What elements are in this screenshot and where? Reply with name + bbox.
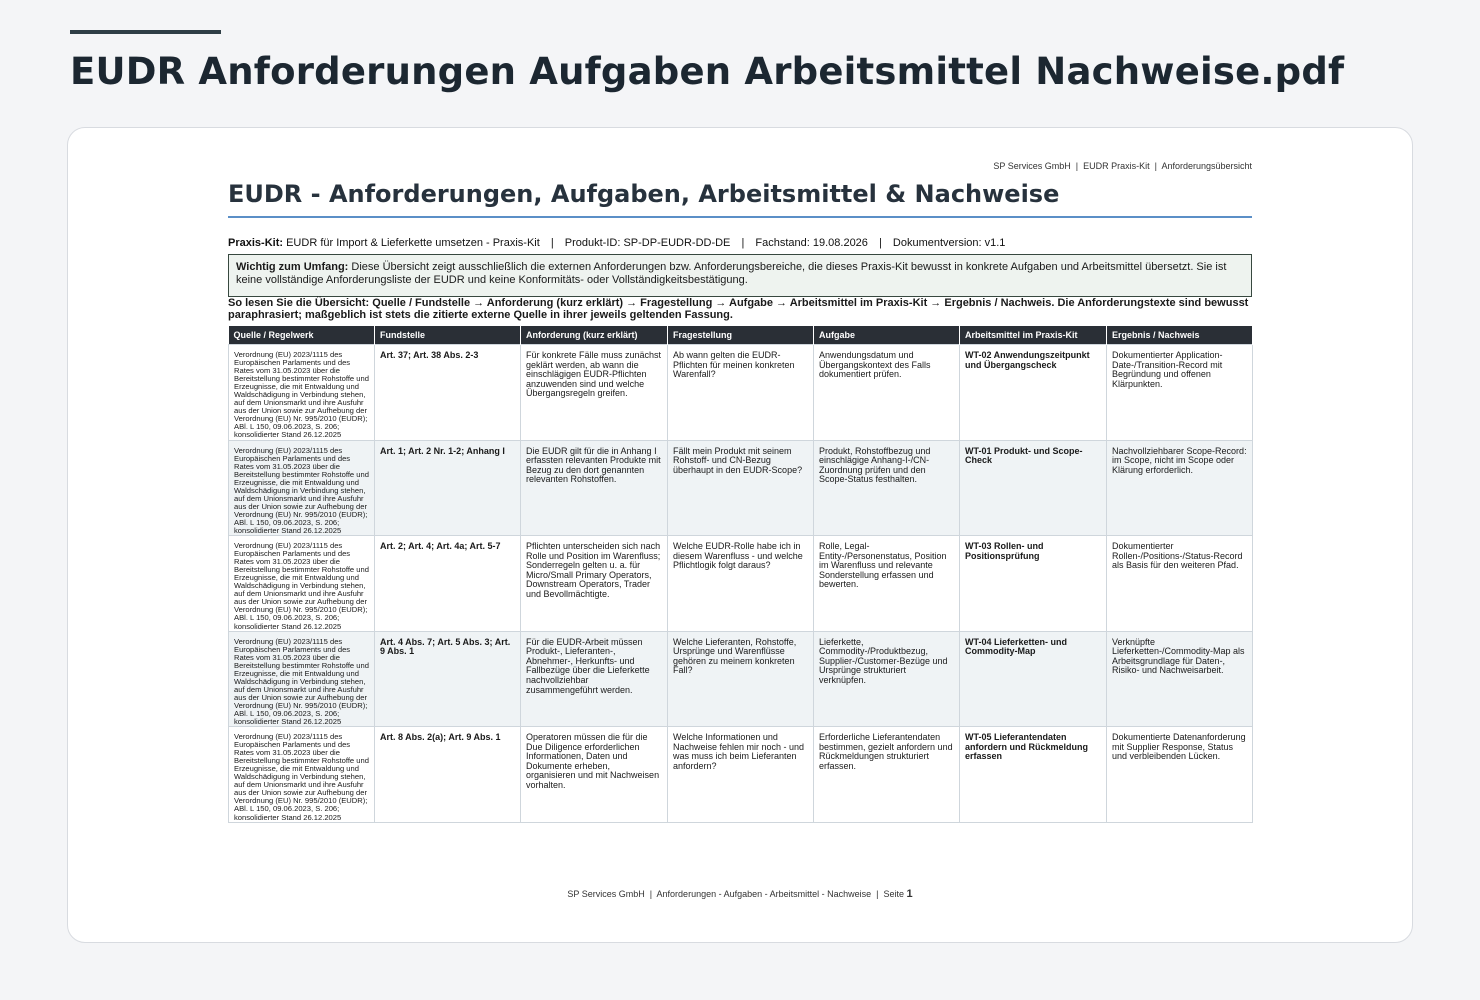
cell-tool: WT-05 Lieferantendaten anfordern und Rückmeldung erfassen: [960, 727, 1107, 823]
cell-source: Verordnung (EU) 2023/1115 des Europäischen Parlaments und des Rates vom 31.05.2023 über die Bereitstellung bestimmter Rohstoffe und Erzeugnisse, die mit Entwaldung und Waldschädigung in Verbindung stehen, auf dem Unionsmarkt und ihre Ausfuhr aus der Union sowie zur Aufhebung der Verordnung (EU) Nr. 995/2010 (EUDR); ABl. L 150, 09.06.2023, S. 206; konsolidierter Stand 26.12.2025: [229, 345, 375, 441]
cell-reference: Art. 37; Art. 38 Abs. 2-3: [375, 345, 521, 441]
cell-question: Welche EUDR-Rolle habe ich in diesem Warenfluss - und welche Pflichtlogik folgt daraus?: [668, 536, 814, 632]
table-row: [229, 536, 1253, 632]
cell-source: Verordnung (EU) 2023/1115 des Europäischen Parlaments und des Rates vom 31.05.2023 über die Bereitstellung bestimmter Rohstoffe und Erzeugnisse, die mit Entwaldung und Waldschädigung in Verbindung stehen, auf dem Unionsmarkt und ihre Ausfuhr aus der Union sowie zur Aufhebung der Verordnung (EU) Nr. 995/2010 (EUDR); ABl. L 150, 09.06.2023, S. 206; konsolidierter Stand 26.12.2025: [229, 727, 375, 823]
cell-requirement: Pflichten unterscheiden sich nach Rolle und Position im Warenfluss; Sonderregeln gelten u. a. für Micro/Small Primary Operators, Downstream Operators, Trader und Bevollmächtigte.: [521, 536, 668, 632]
cell-result: Dokumentierter Application-Date-/Transition-Record mit Begründung und offenen Klärpunkten.: [1107, 345, 1253, 441]
title-accent-rule: [70, 30, 221, 34]
column-header: Arbeitsmittel im Praxis-Kit: [960, 326, 1107, 345]
column-header: Ergebnis / Nachweis: [1107, 326, 1253, 345]
meta-separator: |: [741, 237, 745, 249]
cell-question: Fällt mein Produkt mit seinem Rohstoff- und CN-Bezug überhaupt in den EUDR-Scope?: [668, 440, 814, 536]
cell-reference: Art. 4 Abs. 7; Art. 5 Abs. 3; Art. 9 Abs. 1: [375, 631, 521, 727]
reading-guide: So lesen Sie die Übersicht: Quelle / Fundstelle → Anforderung (kurz erklärt) → Fragestellung → Aufgabe → Arbeitsmittel im Praxis-Kit → Ergebnis / Nachweis. Die Anforderungstexte sind bewusst paraphrasiert; maßgeblich ist stets die zitierte externe Quelle in ihrer jeweils geltenden Fassung.: [228, 297, 1249, 321]
cell-question: Welche Lieferanten, Rohstoffe, Ursprünge und Warenflüsse gehören zu meinem konkreten Fall?: [668, 631, 814, 727]
cell-tool: WT-02 Anwendungszeitpunkt und Übergangscheck: [960, 345, 1107, 441]
cell-requirement: Operatoren müssen die für die Due Diligence erforderlichen Informationen, Daten und Dokumente erheben, organisieren und mit Nachweisen vorhalten.: [521, 727, 668, 823]
column-header: Anforderung (kurz erklärt): [521, 326, 668, 345]
meta-separator: |: [878, 237, 882, 249]
fachstand: Fachstand: 19.08.2026: [755, 237, 868, 249]
requirements-table: [228, 326, 1253, 823]
cell-source: Verordnung (EU) 2023/1115 des Europäischen Parlaments und des Rates vom 31.05.2023 über die Bereitstellung bestimmter Rohstoffe und Erzeugnisse, die mit Entwaldung und Waldschädigung in Verbindung stehen, auf dem Unionsmarkt und ihre Ausfuhr aus der Union sowie zur Aufhebung der Verordnung (EU) Nr. 995/2010 (EUDR); ABl. L 150, 09.06.2023, S. 206; konsolidierter Stand 26.12.2025: [229, 631, 375, 727]
meta-line: [228, 237, 1005, 249]
table-row: [229, 727, 1253, 823]
cell-question: Ab wann gelten die EUDR-Pflichten für meinen konkreten Warenfall?: [668, 345, 814, 441]
footer-text: SP Services GmbH | Anforderungen - Aufgaben - Arbeitsmittel - Nachweise | Seite: [567, 889, 905, 899]
notice-label: Wichtig zum Umfang:: [236, 261, 349, 273]
cell-requirement: Die EUDR gilt für die in Anhang I erfassten relevanten Produkte mit Bezug zu den dort genannten relevanten Rohstoffen.: [521, 440, 668, 536]
document-version: Dokumentversion: v1.1: [892, 237, 1006, 249]
cell-result: Verknüpfte Lieferketten-/Commodity-Map als Arbeitsgrundlage für Daten-, Risiko- und Nachweisarbeit.: [1107, 631, 1253, 727]
scope-notice: [228, 254, 1252, 297]
meta-separator: |: [550, 237, 554, 249]
cell-task: Anwendungsdatum und Übergangskontext des Falls dokumentiert prüfen.: [814, 345, 960, 441]
column-header: Fragestellung: [668, 326, 814, 345]
notice-text: Diese Übersicht zeigt ausschließlich die externen Anforderungen bzw. Anforderungsbereiche, die dieses Praxis-Kit bewusst in konkrete Aufgaben und Arbeitsmittel übersetzt. Sie ist keine vollständige Anforderungsliste der EUDR und keine Konformitäts- oder Vollständigkeitsbestätigung.: [236, 261, 1227, 286]
running-header: SP Services GmbH | EUDR Praxis-Kit | Anforderungsübersicht: [993, 161, 1252, 171]
cell-source: Verordnung (EU) 2023/1115 des Europäischen Parlaments und des Rates vom 31.05.2023 über die Bereitstellung bestimmter Rohstoffe und Erzeugnisse, die mit Entwaldung und Waldschädigung in Verbindung stehen, auf dem Unionsmarkt und ihre Ausfuhr aus der Union sowie zur Aufhebung der Verordnung (EU) Nr. 995/2010 (EUDR); ABl. L 150, 09.06.2023, S. 206; konsolidierter Stand 26.12.2025: [229, 536, 375, 632]
cell-tool: WT-03 Rollen- und Positionsprüfung: [960, 536, 1107, 632]
title-underline: [228, 216, 1252, 218]
cell-tool: WT-01 Produkt- und Scope-Check: [960, 440, 1107, 536]
cell-reference: Art. 8 Abs. 2(a); Art. 9 Abs. 1: [375, 727, 521, 823]
cell-task: Rolle, Legal-Entity-/Personenstatus, Position im Warenfluss und relevante Sonderstellung erfassen und bewerten.: [814, 536, 960, 632]
column-header: Aufgabe: [814, 326, 960, 345]
kit-label: Praxis-Kit:: [228, 237, 284, 249]
document-title: EUDR - Anforderungen, Aufgaben, Arbeitsmittel & Nachweise: [228, 180, 1060, 208]
pdf-page: [228, 128, 1252, 944]
table-row: [229, 440, 1253, 536]
page-footer: [228, 888, 1252, 900]
cell-reference: Art. 1; Art. 2 Nr. 1-2; Anhang I: [375, 440, 521, 536]
file-title: EUDR Anforderungen Aufgaben Arbeitsmittel Nachweise.pdf: [70, 50, 1345, 93]
cell-requirement: Für konkrete Fälle muss zunächst geklärt werden, ab wann die einschlägigen EUDR-Pflichten anzuwenden sind und welche Übergangsregeln greifen.: [521, 345, 668, 441]
kit-value: EUDR für Import & Lieferkette umsetzen - Praxis-Kit: [286, 237, 540, 249]
cell-result: Nachvollziehbarer Scope-Record: im Scope, nicht im Scope oder Klärung erforderlich.: [1107, 440, 1253, 536]
cell-reference: Art. 2; Art. 4; Art. 4a; Art. 5-7: [375, 536, 521, 632]
cell-task: Produkt, Rohstoffbezug und einschlägige Anhang-I-/CN-Zuordnung prüfen und den Scope-Status festhalten.: [814, 440, 960, 536]
document-sheet: [67, 127, 1413, 943]
cell-result: Dokumentierter Rollen-/Positions-/Status-Record als Basis für den weiteren Pfad.: [1107, 536, 1253, 632]
product-id: Produkt-ID: SP-DP-EUDR-DD-DE: [564, 237, 731, 249]
column-header: Fundstelle: [375, 326, 521, 345]
cell-tool: WT-04 Lieferketten- und Commodity-Map: [960, 631, 1107, 727]
table-row: [229, 345, 1253, 441]
table-row: [229, 631, 1253, 727]
cell-task: Erforderliche Lieferantendaten bestimmen, gezielt anfordern und Rückmeldungen strukturiert erfassen.: [814, 727, 960, 823]
page-number: 1: [906, 888, 913, 900]
table-header-row: [229, 326, 1253, 345]
column-header: Quelle / Regelwerk: [229, 326, 375, 345]
cell-result: Dokumentierte Datenanforderung mit Supplier Response, Status und verbleibenden Lücken.: [1107, 727, 1253, 823]
cell-question: Welche Informationen und Nachweise fehlen mir noch - und was muss ich beim Lieferanten anfordern?: [668, 727, 814, 823]
cell-task: Lieferkette, Commodity-/Produktbezug, Supplier-/Customer-Bezüge und Ursprünge strukturiert verknüpfen.: [814, 631, 960, 727]
cell-source: Verordnung (EU) 2023/1115 des Europäischen Parlaments und des Rates vom 31.05.2023 über die Bereitstellung bestimmter Rohstoffe und Erzeugnisse, die mit Entwaldung und Waldschädigung in Verbindung stehen, auf dem Unionsmarkt und ihre Ausfuhr aus der Union sowie zur Aufhebung der Verordnung (EU) Nr. 995/2010 (EUDR); ABl. L 150, 09.06.2023, S. 206; konsolidierter Stand 26.12.2025: [229, 440, 375, 536]
cell-requirement: Für die EUDR-Arbeit müssen Produkt-, Lieferanten-, Abnehmer-, Herkunfts- und Fallbezüge über die Lieferkette nachvollziehbar zusammengeführt werden.: [521, 631, 668, 727]
